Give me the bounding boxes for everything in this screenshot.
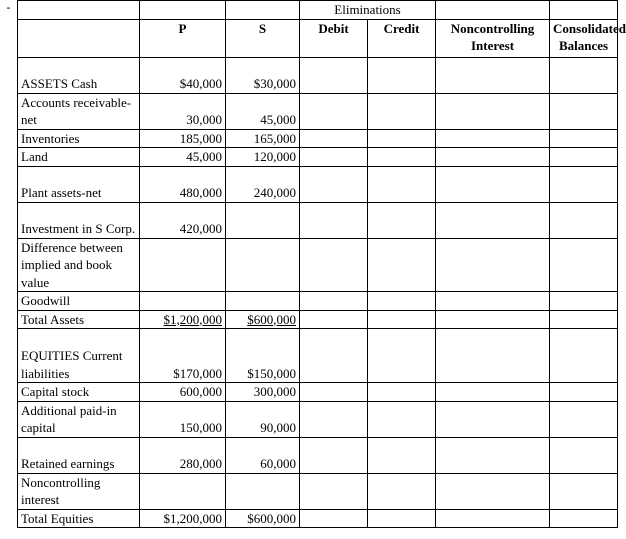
row-label: Total Equities — [18, 509, 140, 528]
row-label: Additional paid-in capital — [18, 401, 140, 437]
s-value: 165,000 — [226, 129, 300, 148]
eliminations-header: Eliminations — [300, 1, 436, 20]
s-value — [226, 473, 300, 509]
p-value: $170,000 — [140, 329, 226, 383]
table-row — [18, 509, 618, 528]
row-label: ASSETS Cash — [18, 57, 140, 93]
row-label: Plant assets-net — [18, 166, 140, 202]
s-value: 300,000 — [226, 383, 300, 402]
header-row-2 — [18, 19, 618, 57]
s-value: 60,000 — [226, 437, 300, 473]
row-label: Goodwill — [18, 292, 140, 311]
corner-mark: - — [6, 0, 11, 14]
s-value: 90,000 — [226, 401, 300, 437]
row-label: Total Assets — [18, 310, 140, 329]
col-header-noncontrolling: Noncontrolling Interest — [436, 19, 550, 57]
table-row — [18, 166, 618, 202]
s-value: 45,000 — [226, 93, 300, 129]
row-label: Accounts receivable-net — [18, 93, 140, 129]
row-label: Difference between implied and book value — [18, 238, 140, 292]
col-header-s: S — [226, 19, 300, 57]
s-value — [226, 238, 300, 292]
col-header-debit: Debit — [300, 19, 368, 57]
col-header-p: P — [140, 19, 226, 57]
s-value — [226, 202, 300, 238]
p-value: $1,200,000 — [140, 310, 226, 329]
table-row — [18, 329, 618, 383]
p-value: 420,000 — [140, 202, 226, 238]
table-row — [18, 310, 618, 329]
table-row — [18, 93, 618, 129]
table-row — [18, 437, 618, 473]
table-row — [18, 202, 618, 238]
p-value: $40,000 — [140, 57, 226, 93]
p-value: 150,000 — [140, 401, 226, 437]
p-value: 45,000 — [140, 148, 226, 167]
row-label: Inventories — [18, 129, 140, 148]
row-label: Land — [18, 148, 140, 167]
table-row — [18, 292, 618, 311]
p-value: 185,000 — [140, 129, 226, 148]
col-header-consolidated: Consolidated Balances — [550, 19, 618, 57]
row-label: Capital stock — [18, 383, 140, 402]
s-value: $600,000 — [226, 509, 300, 528]
p-value — [140, 292, 226, 311]
table-row — [18, 57, 618, 93]
p-value: 480,000 — [140, 166, 226, 202]
table-row — [18, 148, 618, 167]
row-label: Investment in S Corp. — [18, 202, 140, 238]
row-label: Noncontrolling interest — [18, 473, 140, 509]
consolidation-worksheet — [17, 0, 626, 528]
p-value — [140, 473, 226, 509]
p-value: 280,000 — [140, 437, 226, 473]
row-label: EQUITIES Current liabilities — [18, 329, 140, 383]
s-value — [226, 292, 300, 311]
s-value: $600,000 — [226, 310, 300, 329]
s-value: 120,000 — [226, 148, 300, 167]
s-value: 240,000 — [226, 166, 300, 202]
p-value — [140, 238, 226, 292]
p-value: $1,200,000 — [140, 509, 226, 528]
table-row — [18, 473, 618, 509]
p-value: 30,000 — [140, 93, 226, 129]
p-value: 600,000 — [140, 383, 226, 402]
table-row — [18, 238, 618, 292]
table-row — [18, 129, 618, 148]
s-value: $30,000 — [226, 57, 300, 93]
table-row — [18, 383, 618, 402]
header-row-1 — [18, 1, 618, 20]
s-value: $150,000 — [226, 329, 300, 383]
table-row — [18, 401, 618, 437]
row-label: Retained earnings — [18, 437, 140, 473]
col-header-credit: Credit — [368, 19, 436, 57]
